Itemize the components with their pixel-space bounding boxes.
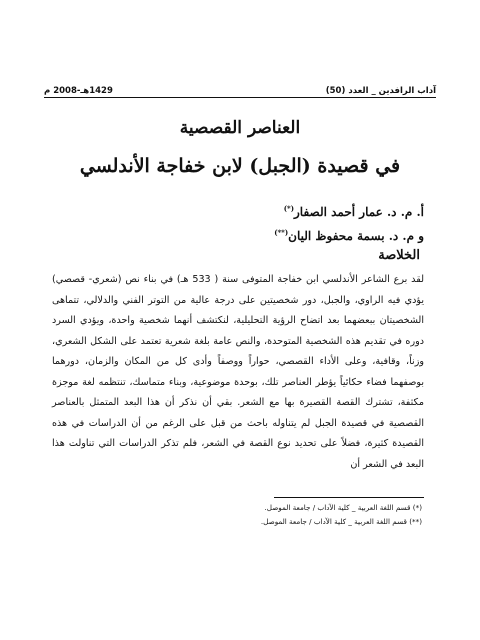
publication-year: 1429هـ-2008 م: [44, 86, 113, 96]
article-subtitle: في قصيدة (الجبل) لابن خفاجة الأندلسي: [79, 155, 401, 177]
footnote-1-text: قسم اللغة العربية _ كلية الآداب / جامعة الموصل.: [264, 503, 411, 512]
footnote-2-mark: (**): [409, 517, 422, 526]
footnote-2-text: قسم اللغة العربية _ كلية الآداب / جامعة الموصل.: [260, 517, 407, 526]
abstract-heading: الخلاصة: [378, 248, 420, 263]
footnote-separator: [274, 497, 424, 498]
author-2-name: و م. د. بسمة محفوظ اليان: [288, 229, 424, 243]
footnote-2: [261, 517, 422, 526]
article-title: العناصر القصصية: [179, 118, 301, 138]
journal-issue: آداب الرافدين _ العدد (50): [325, 86, 436, 96]
author-2: [274, 228, 424, 243]
running-header: [44, 82, 436, 98]
author-1: [284, 204, 424, 219]
author-2-mark: (**): [274, 228, 289, 237]
footnote-1: [264, 503, 422, 512]
footnote-1-mark: (*): [412, 503, 422, 512]
author-1-name: أ. م. د. عمار أحمد الصفار: [294, 205, 424, 219]
author-1-mark: (*): [283, 204, 295, 213]
abstract-text: لقد برع الشاعر الأندلسي ابن خفاجة المتوفى سنة ( 533 هـ) في بناء نص (شعري- قصصي) يؤدي فيه الراوي، والجبل، دور شخصيتين على درجة عالية من التوتر الفني والدلالي، تتماهى الشخصيتان ببعضهما بعد اتضاح الرؤية التحليلية، لنكتشف أنهما شخصية واحدة، ويؤدي السرد دوره في تقديم هذه الشخصية المتوحدة، والنص عامة بلغة شعرية تعتمد على الشكل الشعري، وزناً، وقافية، وعلى الأداء القصصي، حواراً ووصفاً وأدى كل من المكان والزمان، دورهما بوصفهما فضاء حكائياً يؤطر العناصر تلك، بوحدة موضوعية، وبناء متماسك، تنتظمه لغة موجزة مكثفة، تشترك القصة القصيرة بها مع الشعر. بقي أن نذكر أن هذا البعد المتمثل بالعناصر القصصية في قصيدة الجبل لم يتناوله باحث من قبل على الرغم من أن الدراسات في هذه القصيدة كثيرة، فضلاً على تحديد نوع القصة في الشعر، فلم تذكر الدراسات التي تناولت هذا البعد في الشعر أن: [52, 274, 424, 470]
